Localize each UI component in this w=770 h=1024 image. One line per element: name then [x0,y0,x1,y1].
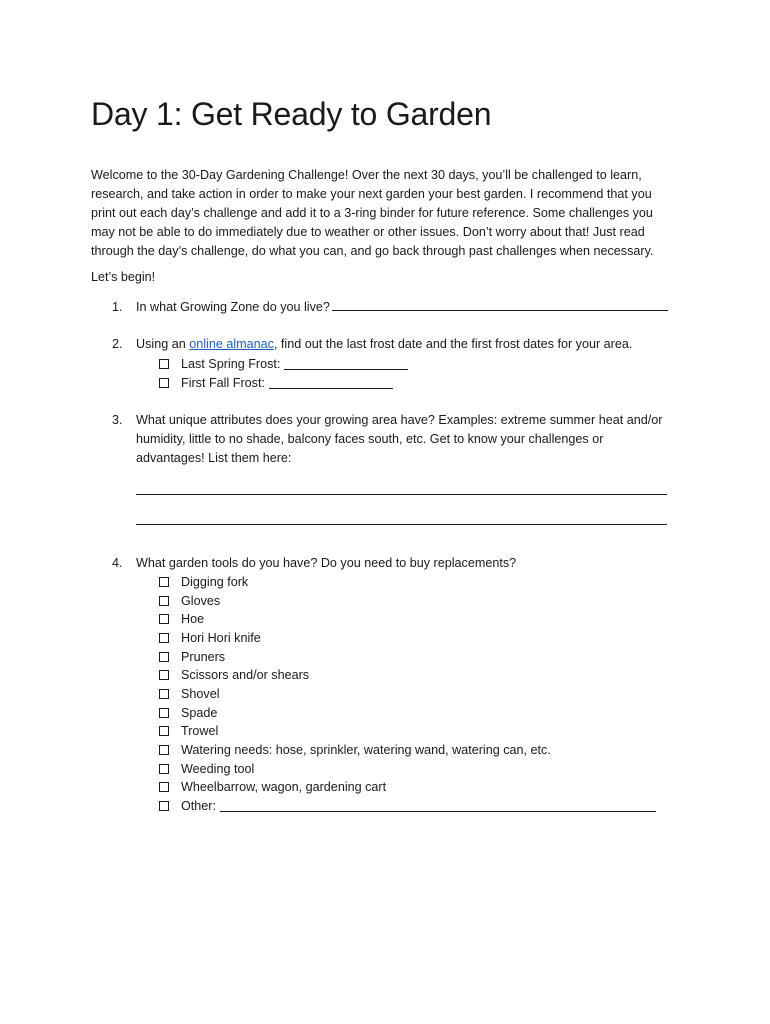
page-title: Day 1: Get Ready to Garden [91,96,492,132]
checkbox-icon[interactable] [159,614,169,624]
checkbox-icon[interactable] [159,801,169,811]
checkbox-icon[interactable] [159,596,169,606]
question-text-continued: humidity, little to no shade, balcony faces south, etc. Get to know your challenges or [136,432,604,446]
checkbox-icon[interactable] [159,745,169,755]
checklist-item-label: Hori Hori knife [181,631,261,645]
answer-blank[interactable] [220,801,656,812]
question-text-continued: advantages! List them here: [136,451,292,465]
checklist-item-label: Last Spring Frost: [181,357,281,371]
checklist-item-label: Trowel [181,724,219,738]
question-text: What unique attributes does your growing area have? Examples: extreme summer heat and/or [136,413,663,427]
checkbox-icon[interactable] [159,726,169,736]
checklist-item [159,687,220,701]
checkbox-icon[interactable] [159,378,169,388]
checklist-item [159,376,393,390]
question-1 [112,300,668,314]
question-text-prefix: Using an [136,337,190,351]
answer-blank[interactable] [269,378,393,389]
checklist-item [159,668,309,682]
checklist-item [159,612,204,626]
checklist-item [159,724,218,738]
lets-begin-text: Let’s begin! [91,270,156,284]
answer-blank[interactable] [284,359,408,370]
checklist-item-label: Hoe [181,612,205,626]
checklist-item [159,357,408,371]
question-text-suffix: , find out the last frost date and the first frost dates for your area. [273,337,633,351]
answer-line[interactable] [136,494,667,495]
checklist-item-label: Wheelbarrow, wagon, gardening cart [181,780,387,794]
checkbox-icon[interactable] [159,652,169,662]
checklist-item [159,650,225,664]
question-4 [112,556,516,570]
checklist-item-label: Spade [181,706,218,720]
question-3 [112,413,662,427]
checkbox-icon[interactable] [159,633,169,643]
intro-line: Welcome to the 30-Day Gardening Challenge! Over the next 30 days, you’ll be challenged to learn, [91,168,642,182]
checklist-item [159,762,254,776]
intro-line: research, and take action in order to make your next garden your best garden. I recommend that you [91,187,652,201]
intro-line: through the day’s challenge, do what you can, and go back through past challenges when necessary. [91,244,654,258]
checklist-item-label: Other: [181,799,216,813]
checkbox-icon[interactable] [159,782,169,792]
intro-line: may not be able to do immediately due to weather or other issues. Don’t worry about that! Just read [91,225,645,239]
checkbox-icon[interactable] [159,670,169,680]
online-almanac-link[interactable]: online almanac [189,337,274,351]
checkbox-icon[interactable] [159,359,169,369]
checklist-item-label: Weeding tool [181,762,255,776]
question-number: 1. [112,300,123,314]
checkbox-icon[interactable] [159,689,169,699]
checklist-item-label: Pruners [181,650,226,664]
checklist-item [159,799,656,813]
question-number: 4. [112,556,123,570]
checklist-item-label: Gloves [181,594,221,608]
checkbox-icon[interactable] [159,577,169,587]
checklist-item-label: Scissors and/or shears [181,668,310,682]
checklist-item [159,706,217,720]
checklist-item-label: Digging fork [181,575,249,589]
intro-line: print out each day’s challenge and add it to a 3-ring binder for future reference. Some challenges you [91,206,653,220]
question-text: What garden tools do you have? Do you need to buy replacements? [136,556,517,570]
checklist-item-label: Watering needs: hose, sprinkler, watering wand, watering can, etc. [181,743,551,757]
checklist-item [159,575,248,589]
answer-line[interactable] [136,524,667,525]
answer-blank[interactable] [332,300,668,311]
question-text: In what Growing Zone do you live? [136,300,330,314]
question-2 [112,337,632,351]
checklist-item [159,780,386,794]
checklist-item [159,743,551,757]
checklist-item [159,631,261,645]
checklist-item-label: Shovel [181,687,220,701]
checklist-item-label: First Fall Frost: [181,376,265,390]
checklist-item [159,594,220,608]
question-number: 2. [112,337,123,351]
checkbox-icon[interactable] [159,764,169,774]
question-number: 3. [112,413,123,427]
checkbox-icon[interactable] [159,708,169,718]
